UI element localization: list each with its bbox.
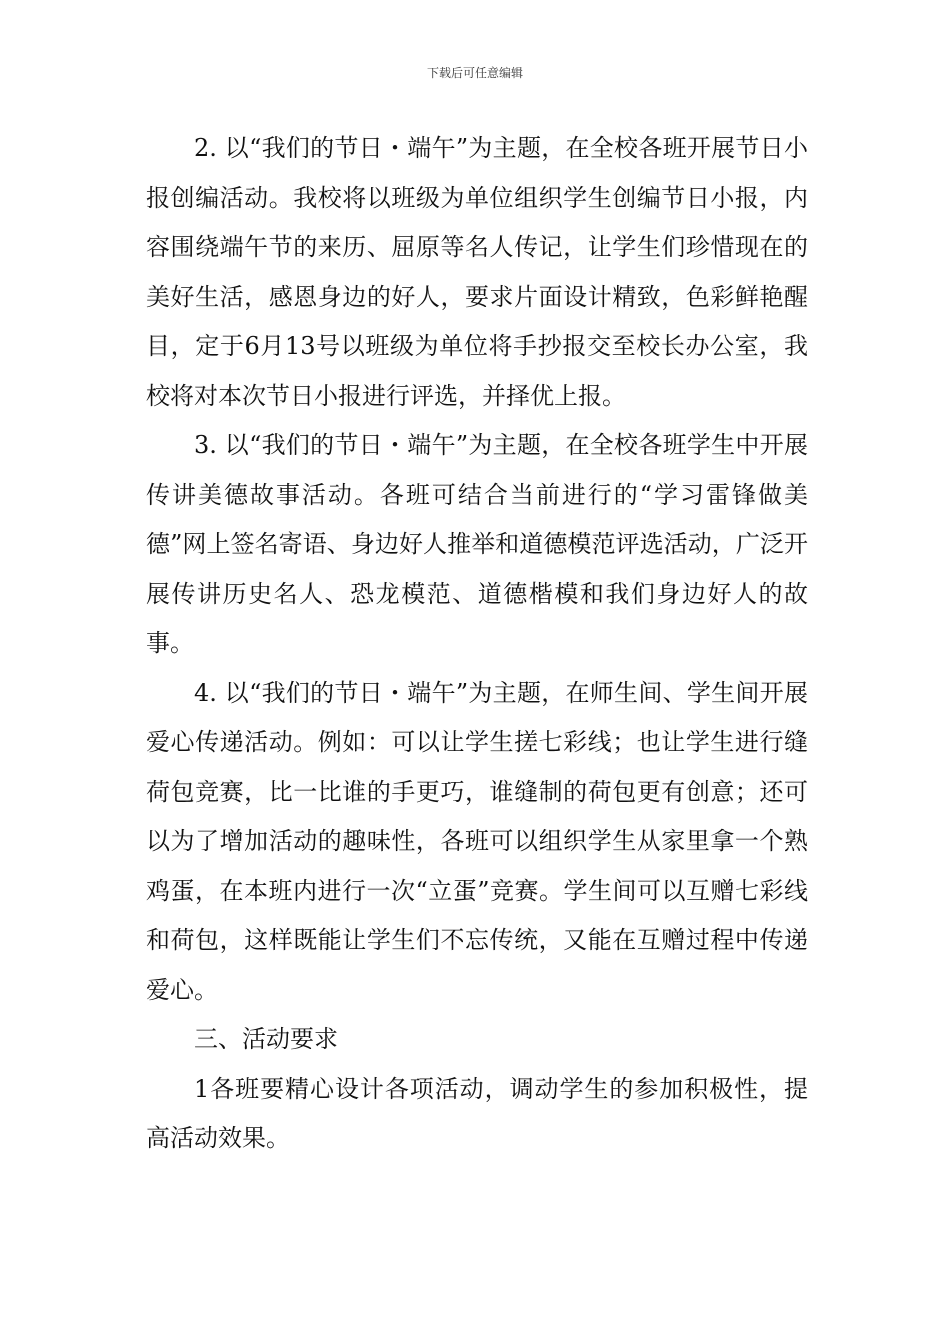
paragraph-item-4: 4. 以“我们的节日・端午”为主题，在师生间、学生间开展爱心传递活动。例如：可以让学生搓七彩线；也让学生进行缝荷包竞赛，比一比谁的手更巧，谁缝制的荷包更有创意；还可以为了增加活动的趣味性，各班可以组织学生从家里拿一个熟鸡蛋，在本班内进行一次“立蛋”竞赛。学生间可以互赠七彩线和荷包，这样既能让学生们不忘传统，又能在互赠过程中传递爱心。 (146, 678, 808, 1004)
paragraph-item-2: 2. 以“我们的节日・端午”为主题，在全校各班开展节日小报创编活动。我校将以班级为单位组织学生创编节日小报，内容围绕端午节的来历、屈原等名人传记，让学生们珍惜现在的美好生活，感恩身边的好人，要求片面设计精致，色彩鲜艳醒目，定于6月13号以班级为单位将手抄报交至校长办公室，我校将对本次节日小报进行评选，并择优上报。 (146, 134, 808, 410)
paragraph-requirement-1: 1各班要精心设计各项活动，调动学生的参加积极性，提高活动效果。 (146, 1074, 808, 1152)
section-heading-requirements: 三、活动要求 (194, 1025, 338, 1053)
page-header: 下载后可任意编辑 (426, 66, 523, 80)
paragraph-item-3: 3. 以“我们的节日・端午”为主题，在全校各班学生中开展传讲美德故事活动。各班可结合当前进行的“学习雷锋做美德”网上签名寄语、身边好人推举和道德模范评选活动，广泛开展传讲历史名人、恐龙模范、道德楷模和我们身边好人的故事。 (146, 431, 808, 657)
document-body (146, 124, 808, 1164)
